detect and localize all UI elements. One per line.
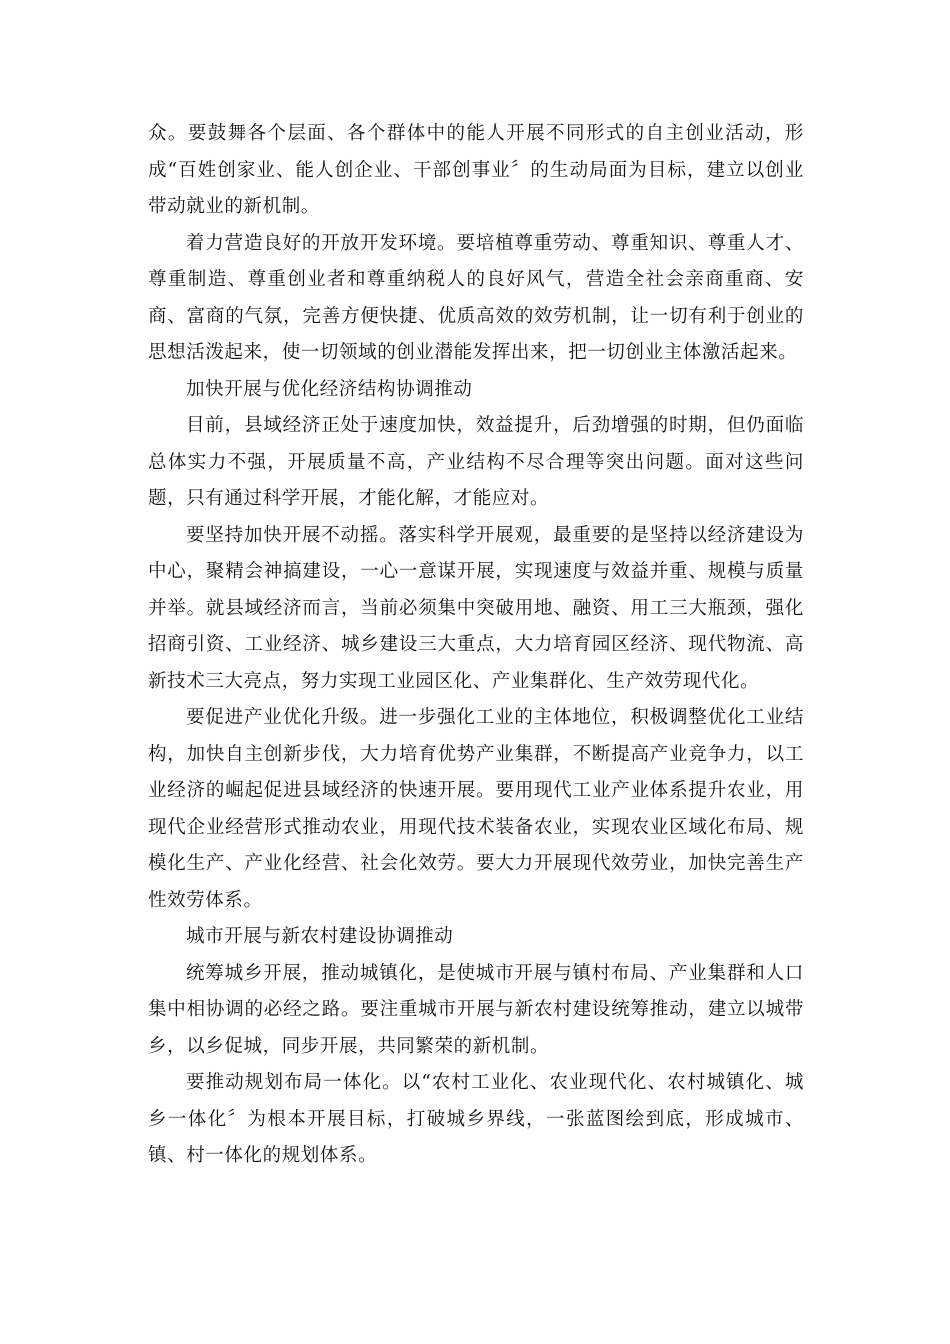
section-heading-2: 城市开展与新农村建设协调推动 bbox=[186, 926, 454, 947]
paragraph-7: 要推动规划布局一体化。以“农村工业化、农业现代化、农村城镇化、城乡一体化〞为根本开展目标，打破城乡界线，一张蓝图绘到底，形成城市、镇、村一体化的规划体系。 bbox=[148, 1072, 804, 1166]
paragraph-2: 着力营造良好的开放开发环境。要培植尊重劳动、尊重知识、尊重人才、尊重制造、尊重创业者和尊重纳税人的良好风气，营造全社会亲商重商、安商、富商的气氛，完善方便快捷、优质高效的效劳机制，让一切有利于创业的思想活泼起来，使一切领域的创业潜能发挥出来，把一切创业主体激活起来。 bbox=[148, 232, 804, 363]
section-heading-1: 加快开展与优化经济结构协调推动 bbox=[186, 378, 473, 400]
paragraph-1: 众。要鼓舞各个层面、各个群体中的能人开展不同形式的自主创业活动，形成“百姓创家业、能人创企业、干部创事业〞的生动局面为目标，建立以创业带动就业的新机制。 bbox=[148, 123, 804, 217]
paragraph-4: 要坚持加快开展不动摇。落实科学开展观，最重要的是坚持以经济建设为中心，聚精会神搞建设，一心一意谋开展，实现速度与效益并重、规模与质量并举。就县域经济而言，当前必须集中突破用地、融资、用工三大瓶颈，强化招商引资、工业经济、城乡建设三大重点，大力培育园区经济、现代物流、高新技术三大亮点，努力实现工业园区化、产业集群化、生产效劳现代化。 bbox=[148, 524, 804, 692]
paragraph-3: 目前，县域经济正处于速度加快，效益提升，后劲增强的时期，但仍面临总体实力不强，开展质量不高，产业结构不尽合理等突出问题。面对这些问题，只有通过科学开展，才能化解，才能应对。 bbox=[148, 415, 804, 509]
paragraph-5: 要促进产业优化升级。进一步强化工业的主体地位，积极调整优化工业结构，加快自主创新步伐，大力培育优势产业集群，不断提高产业竞争力，以工业经济的崛起促进县域经济的快速开展。要用现代工业产业体系提升农业，用现代企业经营形式推动农业，用现代技术装备农业，实现农业区域化布局、规模化生产、产业化经营、社会化效劳。要大力开展现代效劳业，加快完善生产性效劳体系。 bbox=[148, 707, 804, 911]
document-body bbox=[148, 116, 804, 1175]
paragraph-6: 统筹城乡开展，推动城镇化，是使城市开展与镇村布局、产业集群和人口集中相协调的必经之路。要注重城市开展与新农村建设统筹推动，建立以城带乡，以乡促城，同步开展，共同繁荣的新机制。 bbox=[148, 962, 804, 1057]
